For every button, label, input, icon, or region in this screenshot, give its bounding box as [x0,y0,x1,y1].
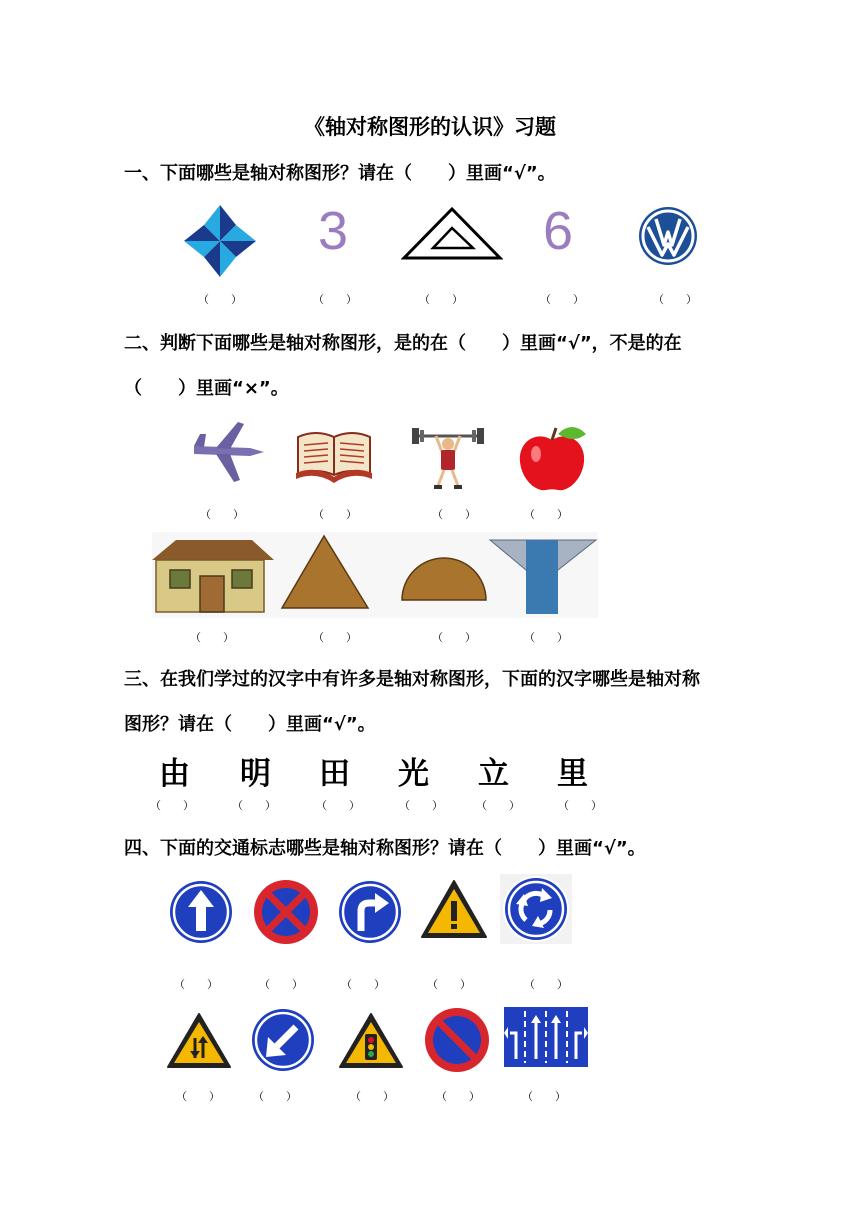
answer-blank[interactable]: （ ） [174,978,218,991]
answer-blank[interactable]: （ ） [176,1090,220,1103]
straight-ahead-sign-image [166,877,236,947]
keep-left-sign-image [248,1005,318,1075]
hanzi-li-stand: 立 [478,756,509,792]
answer-blank[interactable]: （ ） [253,1090,297,1103]
no-parking-sign-image [251,877,321,947]
apple-image [516,422,588,494]
answer-blank[interactable]: （ ） [341,978,385,991]
answer-blank[interactable]: （ ） [313,631,357,644]
answer-blank[interactable]: （ ） [476,799,520,812]
answer-blank[interactable]: （ ） [399,799,443,812]
two-way-traffic-sign-image [166,1012,232,1070]
answer-blank[interactable]: （ ） [653,293,697,306]
answer-blank[interactable]: （ ） [316,799,360,812]
question-2-line-1: 二、判断下面哪些是轴对称图形，是的在（ ）里画“√”，不是的在 [124,333,682,354]
roundabout-sign-image [500,874,572,944]
page-title: 《轴对称图形的认识》习题 [304,115,556,139]
question-2-line-2: （ ）里画“×”。 [124,378,289,399]
question-3-line-1: 三、在我们学过的汉字中有许多是轴对称图形，下面的汉字哪些是轴对称 [124,669,700,690]
answer-blank[interactable]: （ ） [259,978,303,991]
answer-blank[interactable]: （ ） [436,1090,480,1103]
warning-sign-image [420,879,488,941]
answer-blank[interactable]: （ ） [200,508,244,521]
answer-blank[interactable]: （ ） [190,631,234,644]
answer-blank[interactable]: （ ） [419,293,463,306]
answer-blank[interactable]: （ ） [558,799,602,812]
lane-direction-sign-image [504,1007,588,1067]
answer-blank[interactable]: （ ） [232,799,276,812]
answer-blank[interactable]: （ ） [150,799,194,812]
answer-blank[interactable]: （ ） [524,508,568,521]
hanzi-guang: 光 [398,756,429,792]
answer-blank[interactable]: （ ） [432,631,476,644]
hanzi-you: 由 [159,756,190,792]
set-square-image [401,206,503,262]
hanzi-tian: 田 [319,756,350,792]
digit-six: 6 [543,201,574,261]
answer-blank[interactable]: （ ） [524,631,568,644]
shapes-row-image [152,532,598,618]
hanzi-ming: 明 [240,756,271,792]
pinwheel-image [182,203,258,279]
answer-blank[interactable]: （ ） [522,1090,566,1103]
weightlifter-image [410,422,486,492]
question-1-text: 一、下面哪些是轴对称图形？请在（ ）里画“√”。 [124,163,556,184]
answer-blank[interactable]: （ ） [427,978,471,991]
airplane-image [190,418,266,486]
question-4-text: 四、下面的交通标志哪些是轴对称图形？请在（ ）里画“√”。 [124,838,646,859]
answer-blank[interactable]: （ ） [350,1090,394,1103]
turn-right-sign-image [335,877,405,947]
question-3-line-2: 图形？请在（ ）里画“√”。 [124,714,376,735]
vw-logo-image [637,205,699,267]
hanzi-li-inside: 里 [557,756,588,792]
answer-blank[interactable]: （ ） [524,978,568,991]
answer-blank[interactable]: （ ） [540,293,584,306]
answer-blank[interactable]: （ ） [313,293,357,306]
answer-blank[interactable]: （ ） [432,508,476,521]
traffic-light-sign-image [338,1012,404,1070]
book-image [294,425,374,483]
answer-blank[interactable]: （ ） [198,293,242,306]
digit-three: 3 [318,201,349,261]
answer-blank[interactable]: （ ） [313,508,357,521]
no-stopping-sign-image [422,1005,492,1075]
